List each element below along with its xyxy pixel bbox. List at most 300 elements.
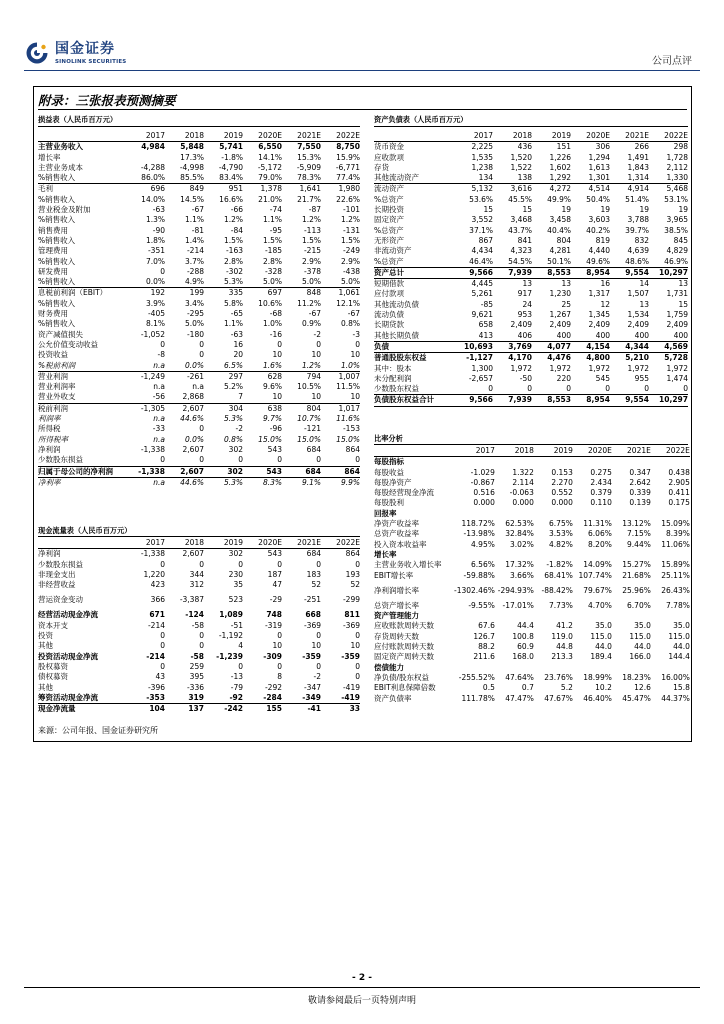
value-cell: 1.322 bbox=[512, 467, 534, 477]
value-cell: 0 bbox=[199, 641, 204, 651]
value-cell: 2.9% bbox=[301, 256, 321, 266]
value-cell: 849 bbox=[189, 184, 204, 194]
value-cell: 1,972 bbox=[666, 363, 688, 373]
value-cell: -438 bbox=[342, 266, 360, 276]
value-cell: 0 bbox=[355, 661, 360, 671]
row-label: 未分配利润 bbox=[374, 373, 412, 383]
value-cell: -255.52% bbox=[458, 672, 495, 682]
value-cell: 0 bbox=[204, 455, 243, 466]
value-cell: -67 bbox=[347, 309, 360, 319]
value-cell: -2 bbox=[313, 329, 321, 339]
value-cell: 7,550 bbox=[297, 142, 321, 152]
value-cell: 1.1% bbox=[184, 215, 204, 225]
row-label: 存货周转天数 bbox=[374, 631, 419, 641]
value-cell: 4,639 bbox=[627, 246, 649, 256]
value-cell: -299 bbox=[342, 595, 360, 605]
value-cell: 193 bbox=[345, 569, 360, 579]
row-label: 普通股股东权益 bbox=[374, 353, 427, 363]
value-cell: -261 bbox=[186, 371, 204, 381]
row-label: 归属于母公司的净利润 bbox=[38, 466, 126, 477]
value-cell: 9.6% bbox=[262, 382, 282, 392]
value-cell: 9,566 bbox=[454, 395, 493, 406]
value-cell: 38.5% bbox=[664, 225, 688, 235]
value-cell: 306 bbox=[595, 142, 610, 152]
table-row bbox=[38, 257, 360, 267]
year-header-cell: 2022E bbox=[649, 131, 688, 142]
value-cell: 6.5% bbox=[204, 361, 243, 372]
value-cell bbox=[573, 611, 612, 621]
row-label: 每股净资产 bbox=[374, 477, 412, 487]
value-cell: -90 bbox=[152, 225, 165, 235]
value-cell: -215 bbox=[303, 246, 321, 256]
value-cell: 4,829 bbox=[666, 246, 688, 256]
value-cell: 4,154 bbox=[571, 341, 610, 352]
row-label: 长期投资 bbox=[374, 205, 404, 215]
value-cell: 3,468 bbox=[510, 215, 532, 225]
income-statement-table bbox=[38, 131, 360, 488]
value-cell: -88.42% bbox=[541, 585, 573, 595]
year-header-cell: 2018 bbox=[495, 446, 534, 457]
value-cell: 0 bbox=[316, 339, 321, 349]
value-cell: 10 bbox=[311, 350, 321, 360]
value-cell: 0 bbox=[321, 455, 360, 466]
value-cell: 0 bbox=[355, 339, 360, 349]
value-cell bbox=[534, 550, 573, 560]
value-cell: 684 bbox=[306, 549, 321, 559]
value-cell: 104 bbox=[126, 704, 165, 715]
table-row bbox=[374, 683, 690, 693]
value-cell: 13.12% bbox=[622, 519, 651, 529]
value-cell bbox=[495, 663, 534, 673]
row-label: 现金净流量 bbox=[38, 704, 126, 715]
value-cell: 10,297 bbox=[649, 395, 688, 406]
value-cell: 15.0% bbox=[297, 434, 321, 444]
value-cell: -1,239 bbox=[216, 651, 243, 661]
value-cell: -302 bbox=[225, 266, 243, 276]
value-cell: 406 bbox=[493, 331, 532, 342]
value-cell: -81 bbox=[191, 225, 204, 235]
value-cell: 366 bbox=[150, 595, 165, 605]
row-label: 其他长期负债 bbox=[374, 331, 454, 342]
value-cell: 44.0 bbox=[634, 642, 651, 652]
value-cell: 1,238 bbox=[471, 162, 493, 172]
value-cell: 1,301 bbox=[571, 173, 610, 184]
value-cell: 46.40% bbox=[583, 693, 612, 703]
value-cell: 68.41% bbox=[544, 570, 573, 580]
year-header-cell: 2020E bbox=[243, 131, 282, 142]
value-cell: 47.67% bbox=[544, 693, 573, 703]
value-cell: -101 bbox=[342, 205, 360, 215]
value-cell: 4,984 bbox=[141, 142, 165, 152]
table-row bbox=[374, 267, 688, 278]
value-cell: 4,914 bbox=[627, 184, 649, 194]
row-label: 财务费用 bbox=[38, 309, 68, 319]
value-cell: -5,172 bbox=[257, 162, 282, 172]
year-header-cell: 2022E bbox=[321, 538, 360, 549]
table-row bbox=[374, 310, 688, 320]
value-cell: -419 bbox=[342, 682, 360, 692]
value-cell: 1.2% bbox=[340, 215, 360, 225]
value-cell: 0 bbox=[243, 455, 282, 466]
value-cell: 41.2 bbox=[556, 621, 573, 631]
table-row bbox=[374, 673, 690, 683]
subsection-row bbox=[374, 611, 690, 621]
value-cell: -214 bbox=[147, 620, 165, 630]
value-cell: -56 bbox=[126, 392, 165, 403]
value-cell: 9,621 bbox=[471, 310, 493, 320]
ratio-analysis-table bbox=[374, 446, 690, 704]
value-cell: -67 bbox=[191, 205, 204, 215]
value-cell: 423 bbox=[150, 580, 165, 590]
value-cell: 1,230 bbox=[549, 289, 571, 299]
value-cell: n.a bbox=[153, 434, 165, 444]
value-cell: -3 bbox=[352, 329, 360, 339]
table-row bbox=[374, 632, 690, 642]
value-cell: 7.78% bbox=[666, 600, 690, 610]
value-cell: 3,616 bbox=[510, 184, 532, 194]
value-cell: 0 bbox=[199, 424, 204, 434]
value-cell: 2,409 bbox=[627, 320, 649, 330]
value-cell: -294.93% bbox=[497, 585, 534, 595]
year-header-row bbox=[374, 131, 688, 142]
value-cell: 266 bbox=[634, 142, 649, 152]
value-cell: 841 bbox=[517, 235, 532, 245]
year-header-cell: 2017 bbox=[126, 131, 165, 142]
row-label: 少数股东权益 bbox=[374, 384, 454, 395]
table-row bbox=[38, 580, 360, 590]
row-label: %总资产 bbox=[374, 194, 404, 204]
value-cell: 5,728 bbox=[664, 353, 688, 363]
subsection-row bbox=[374, 663, 690, 673]
year-header-cell: 2019 bbox=[204, 131, 243, 142]
value-cell: 400 bbox=[649, 331, 688, 342]
value-cell: -405 bbox=[147, 309, 165, 319]
value-cell bbox=[651, 509, 690, 519]
header-blank-cell bbox=[38, 538, 126, 549]
value-cell: 436 bbox=[517, 142, 532, 152]
row-label: 固定资产周转天数 bbox=[374, 652, 434, 662]
value-cell: 192 bbox=[150, 288, 165, 298]
value-cell: 684 bbox=[282, 466, 321, 477]
table-row bbox=[374, 257, 688, 268]
row-label: 所得税 bbox=[38, 424, 61, 434]
value-cell: -1,338 bbox=[126, 466, 165, 477]
value-cell: 748 bbox=[266, 610, 282, 620]
value-cell: 259 bbox=[189, 661, 204, 671]
table-row bbox=[374, 652, 690, 662]
value-cell: 0 bbox=[277, 631, 282, 641]
value-cell: 1.0% bbox=[262, 319, 282, 329]
value-cell: -113 bbox=[303, 225, 321, 235]
value-cell: 49.9% bbox=[547, 194, 571, 204]
row-label: 营业利润率 bbox=[38, 382, 76, 392]
table-row bbox=[374, 694, 690, 704]
value-cell: -353 bbox=[146, 692, 165, 702]
value-cell: -51 bbox=[230, 620, 243, 630]
value-cell: 6.56% bbox=[471, 560, 495, 570]
value-cell: 46.4% bbox=[454, 257, 493, 268]
row-label: 负债股东权益合计 bbox=[374, 395, 454, 406]
value-cell: 0.0% bbox=[184, 434, 204, 444]
row-label: 债权募资 bbox=[38, 672, 68, 682]
value-cell: 697 bbox=[267, 288, 282, 298]
value-cell: 86.0% bbox=[126, 173, 165, 184]
value-cell: -251 bbox=[303, 595, 321, 605]
value-cell: 5.0% bbox=[184, 319, 204, 329]
value-cell: 4,323 bbox=[510, 246, 532, 256]
value-cell: 137 bbox=[165, 704, 204, 715]
row-label: 筹资活动现金净流 bbox=[38, 692, 98, 702]
value-cell: 37.1% bbox=[469, 225, 493, 235]
value-cell: 3.66% bbox=[510, 570, 534, 580]
value-cell: 8.20% bbox=[588, 539, 612, 549]
value-cell: -63 bbox=[152, 205, 165, 215]
value-cell: 2.8% bbox=[223, 256, 243, 266]
year-header-cell: 2020E bbox=[243, 538, 282, 549]
table-row bbox=[38, 477, 360, 488]
value-cell: -3,387 bbox=[179, 595, 204, 605]
row-label: EBIT利息保障倍数 bbox=[374, 683, 436, 693]
value-cell: 658 bbox=[478, 320, 493, 330]
value-cell bbox=[454, 663, 495, 673]
value-cell: 5.3% bbox=[223, 414, 243, 424]
year-header-cell: 2018 bbox=[165, 538, 204, 549]
value-cell: -309 bbox=[263, 651, 282, 661]
table-row bbox=[38, 184, 360, 195]
value-cell: 304 bbox=[228, 403, 243, 413]
row-label: 其中：股本 bbox=[374, 363, 412, 373]
value-cell: 0 bbox=[355, 631, 360, 641]
value-cell: 0 bbox=[277, 559, 282, 569]
value-cell: 1,474 bbox=[666, 373, 688, 383]
row-label: %销售收入 bbox=[38, 298, 76, 308]
page-number: - 2 - bbox=[352, 973, 372, 983]
value-cell: 1,061 bbox=[338, 288, 360, 298]
table-row bbox=[38, 299, 360, 309]
value-cell: 0 bbox=[610, 384, 649, 395]
year-header-cell: 2017 bbox=[454, 446, 495, 457]
year-header-cell: 2021E bbox=[282, 131, 321, 142]
value-cell bbox=[573, 509, 612, 519]
value-cell: 0.379 bbox=[590, 488, 612, 498]
value-cell: 25.96% bbox=[622, 585, 651, 595]
value-cell: 25 bbox=[561, 299, 571, 309]
value-cell: 0 bbox=[238, 661, 243, 671]
value-cell: 230 bbox=[228, 569, 243, 579]
table-row bbox=[374, 184, 688, 195]
value-cell: 7 bbox=[204, 392, 243, 403]
value-cell: 17.32% bbox=[505, 560, 534, 570]
value-cell: -96 bbox=[269, 424, 282, 434]
table-row bbox=[38, 435, 360, 445]
value-cell: 3.7% bbox=[184, 256, 204, 266]
row-label: 少数股东损益 bbox=[38, 455, 126, 466]
value-cell: -92 bbox=[229, 692, 243, 702]
value-cell: -63 bbox=[230, 329, 243, 339]
value-cell: -378 bbox=[303, 266, 321, 276]
value-cell: 49.6% bbox=[571, 257, 610, 268]
value-cell: 107.74% bbox=[578, 570, 612, 580]
value-cell: 1.6% bbox=[243, 361, 282, 372]
value-cell: 671 bbox=[149, 610, 165, 620]
subsection-row bbox=[374, 457, 690, 468]
subsection-row bbox=[374, 509, 690, 519]
value-cell: 4.95% bbox=[471, 539, 495, 549]
row-label: 少数股东损益 bbox=[38, 559, 83, 569]
value-cell: 3.4% bbox=[184, 298, 204, 308]
table-row bbox=[374, 384, 688, 395]
row-label: 应收款项 bbox=[374, 152, 404, 162]
value-cell: n.a bbox=[126, 361, 165, 372]
value-cell: 40.4% bbox=[547, 225, 571, 235]
value-cell: -163 bbox=[225, 246, 243, 256]
value-cell: 1,017 bbox=[338, 403, 360, 413]
value-cell: -1,127 bbox=[466, 353, 493, 363]
year-header-cell: 2017 bbox=[126, 538, 165, 549]
row-label: %总资产 bbox=[374, 257, 454, 268]
value-cell bbox=[612, 611, 651, 621]
value-cell: 1,613 bbox=[588, 162, 610, 172]
table-row bbox=[38, 236, 360, 246]
row-label: 经营活动现金净流 bbox=[38, 610, 98, 620]
table-row bbox=[38, 466, 360, 477]
value-cell: 1,226 bbox=[549, 152, 571, 162]
value-cell: 0 bbox=[282, 455, 321, 466]
row-label: 息税前利润（EBIT） bbox=[38, 288, 108, 298]
value-cell: 15 bbox=[522, 205, 532, 215]
value-cell: 52 bbox=[350, 580, 360, 590]
value-cell: 39.7% bbox=[625, 225, 649, 235]
row-label: 主营业务收入增长率 bbox=[374, 560, 442, 570]
value-cell: 44.0 bbox=[595, 642, 612, 652]
value-cell: 543 bbox=[267, 549, 282, 559]
value-cell: 2,225 bbox=[471, 142, 493, 152]
value-cell: -319 bbox=[264, 620, 282, 630]
value-cell: 1,522 bbox=[510, 162, 532, 172]
row-label: 营运资金变动 bbox=[38, 595, 83, 605]
value-cell: -369 bbox=[342, 620, 360, 630]
value-cell: 48.6% bbox=[610, 257, 649, 268]
value-cell: -17.01% bbox=[502, 600, 534, 610]
table-row bbox=[38, 173, 360, 184]
value-cell: 4,344 bbox=[610, 341, 649, 352]
value-cell: 7.15% bbox=[627, 529, 651, 539]
value-cell: -9.55% bbox=[468, 600, 495, 610]
value-cell: 44.8 bbox=[556, 642, 573, 652]
row-label: 营业税金及附加 bbox=[38, 205, 91, 215]
value-cell: 1,294 bbox=[588, 152, 610, 162]
value-cell: 50.1% bbox=[532, 257, 571, 268]
table-row bbox=[374, 374, 688, 384]
value-cell: 25.11% bbox=[661, 570, 690, 580]
row-label: 资产管理能力 bbox=[374, 611, 419, 621]
year-header-cell: 2017 bbox=[454, 131, 493, 142]
value-cell: 166.0 bbox=[629, 652, 651, 662]
value-cell: 187 bbox=[267, 569, 282, 579]
value-cell: 2,409 bbox=[666, 320, 688, 330]
value-cell: -2 bbox=[313, 672, 321, 682]
value-cell: 917 bbox=[517, 289, 532, 299]
value-cell: -336 bbox=[186, 682, 204, 692]
value-cell: 45.5% bbox=[508, 194, 532, 204]
value-cell: 0.339 bbox=[629, 488, 651, 498]
value-cell: 14.0% bbox=[141, 194, 165, 204]
value-cell: 3,458 bbox=[549, 215, 571, 225]
value-cell: 523 bbox=[228, 595, 243, 605]
table-row bbox=[374, 142, 688, 153]
table-row bbox=[38, 641, 360, 651]
row-label: %销售收入 bbox=[38, 173, 126, 184]
row-label: 无形资产 bbox=[374, 235, 404, 245]
value-cell: -214 bbox=[146, 651, 165, 661]
value-cell: 344 bbox=[189, 569, 204, 579]
value-cell: 0.000 bbox=[551, 498, 573, 508]
row-label: 其他流动资产 bbox=[374, 173, 454, 184]
value-cell: 1.2% bbox=[301, 215, 321, 225]
value-cell: -153 bbox=[342, 424, 360, 434]
value-cell: 0 bbox=[493, 384, 532, 395]
row-label: 应付账款周转天数 bbox=[374, 642, 434, 652]
value-cell: 111.78% bbox=[461, 693, 495, 703]
value-cell: 0 bbox=[316, 631, 321, 641]
value-cell bbox=[651, 611, 690, 621]
row-label: 资本开支 bbox=[38, 620, 68, 630]
value-cell: 8,954 bbox=[571, 267, 610, 278]
value-cell: 19 bbox=[678, 205, 688, 215]
value-cell: 4.82% bbox=[549, 539, 573, 549]
value-cell: 3.9% bbox=[145, 298, 165, 308]
value-cell: 5,261 bbox=[471, 289, 493, 299]
value-cell: -87 bbox=[308, 205, 321, 215]
value-cell: 1,314 bbox=[610, 173, 649, 184]
row-label: 其他 bbox=[38, 641, 53, 651]
row-label: 每股指标 bbox=[374, 457, 404, 467]
value-cell: 696 bbox=[150, 184, 165, 194]
value-cell: 85.5% bbox=[165, 173, 204, 184]
value-cell bbox=[534, 457, 573, 468]
table-row bbox=[38, 652, 360, 662]
value-cell: 12.1% bbox=[336, 298, 360, 308]
table-row bbox=[38, 246, 360, 256]
value-cell: 0 bbox=[199, 559, 204, 569]
value-cell: 3.53% bbox=[549, 529, 573, 539]
value-cell: 0.000 bbox=[473, 498, 495, 508]
year-header-cell: 2019 bbox=[532, 131, 571, 142]
year-header-cell: 2018 bbox=[493, 131, 532, 142]
value-cell: 1,731 bbox=[666, 289, 688, 299]
row-label: %销售收入 bbox=[38, 256, 76, 266]
value-cell: 845 bbox=[673, 235, 688, 245]
value-cell: 2,868 bbox=[165, 392, 204, 403]
year-header-row bbox=[38, 131, 360, 142]
value-cell: 543 bbox=[243, 466, 282, 477]
value-cell: 0.411 bbox=[668, 488, 690, 498]
value-cell: 0 bbox=[571, 384, 610, 395]
value-cell: -2,657 bbox=[468, 373, 493, 383]
row-label: 股权募资 bbox=[38, 661, 68, 671]
value-cell: 4,440 bbox=[588, 246, 610, 256]
value-cell: 9.1% bbox=[301, 477, 321, 487]
value-cell: 0 bbox=[160, 339, 165, 349]
value-cell: 4,272 bbox=[549, 184, 571, 194]
row-label: 净利润 bbox=[38, 444, 61, 454]
row-label: 利润率 bbox=[38, 414, 61, 424]
value-cell bbox=[651, 457, 690, 468]
value-cell: 819 bbox=[595, 235, 610, 245]
row-label: 销售费用 bbox=[38, 225, 68, 235]
value-cell: 668 bbox=[305, 610, 321, 620]
value-cell: 10 bbox=[350, 641, 360, 651]
